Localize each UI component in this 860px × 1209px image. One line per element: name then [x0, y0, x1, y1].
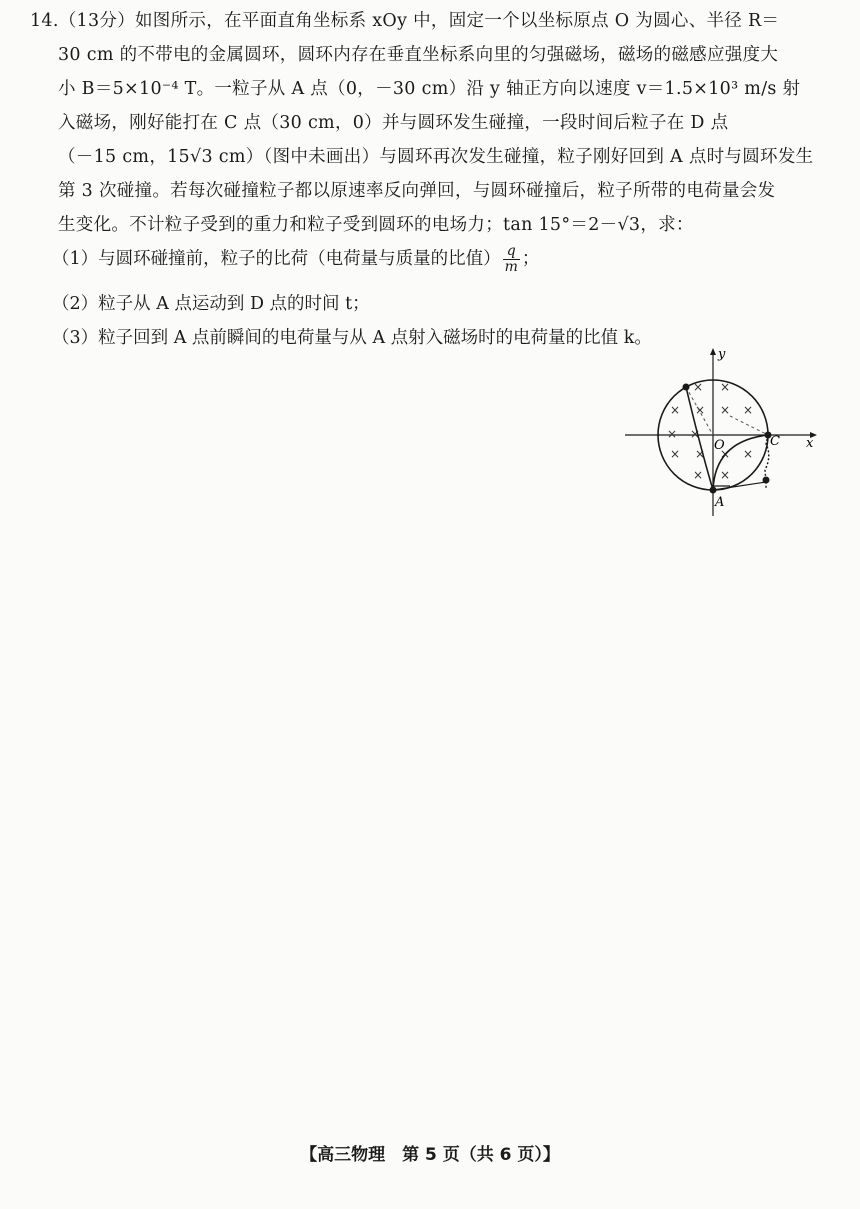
problem-line: 入磁场，刚好能打在 C 点（30 cm，0）并与圆环发生碰撞，一段时间后粒子在 D 点 — [58, 113, 729, 133]
question-3: （3）粒子回到 A 点前瞬间的电荷量与从 A 点射入磁场时的电荷量的比值 k。 — [52, 328, 652, 348]
label-x: x — [806, 436, 814, 451]
problem-line: 生变化。不计粒子受到的重力和粒子受到圆环的电场力；tan 15°＝2－√3，求： — [58, 215, 694, 235]
field-cross: × — [719, 403, 731, 417]
question-1 — [52, 244, 539, 275]
page-footer: 【高三物理 第 5 页（共 6 页）】 — [300, 1145, 560, 1165]
magnetic-field-diagram — [620, 346, 820, 521]
charge-mass-ratio — [503, 244, 520, 275]
frac-numerator: q — [503, 244, 520, 260]
frac-denominator: m — [504, 259, 518, 275]
field-cross: × — [666, 427, 678, 441]
label-a: A — [715, 495, 725, 510]
field-markers — [667, 380, 753, 482]
field-cross: × — [742, 403, 754, 417]
field-cross: × — [669, 447, 681, 461]
field-cross: × — [689, 427, 701, 441]
problem-line: 小 B＝5×10⁻⁴ T。一粒子从 A 点（0，－30 cm）沿 y 轴正方向以速度 v＝1.5×10³ m/s 射 — [58, 79, 801, 99]
field-cross: × — [692, 468, 704, 482]
field-cross: × — [719, 447, 731, 461]
y-axis-arrow-icon — [710, 348, 716, 355]
question-1-text: （1）与圆环碰撞前，粒子的比荷（电荷量与质量的比值） — [52, 249, 501, 269]
problem-14 — [30, 4, 820, 242]
field-cross: × — [719, 380, 731, 394]
label-o: O — [714, 438, 725, 453]
problem-line: 14.（13分）如图所示，在平面直角坐标系 xOy 中，固定一个以坐标原点 O 为圆心、半径 R＝ — [30, 11, 780, 31]
problem-line: 第 3 次碰撞。若每次碰撞粒子都以原速率反向弹回，与圆环碰撞后，粒子所带的电荷量会发 — [58, 181, 776, 201]
problem-line: 30 cm 的不带电的金属圆环，圆环内存在垂直坐标系向里的匀强磁场，磁场的磁感应强度大 — [58, 45, 779, 65]
question-1-end: ； — [521, 249, 540, 269]
problem-line: （－15 cm，15√3 cm）（图中未画出）与圆环再次发生碰撞，粒子刚好回到 A 点时与圆环发生 — [58, 147, 814, 167]
field-cross: × — [692, 380, 704, 394]
field-cross: × — [742, 447, 754, 461]
field-cross: × — [669, 403, 681, 417]
collision-point-d — [683, 384, 690, 391]
question-2: （2）粒子从 A 点运动到 D 点的时间 t； — [52, 294, 370, 314]
field-cross: × — [694, 447, 706, 461]
label-y: y — [718, 347, 726, 362]
dashed-radius — [730, 416, 768, 435]
field-cross: × — [719, 468, 731, 482]
label-c: C — [770, 434, 780, 449]
field-cross: × — [694, 403, 706, 417]
